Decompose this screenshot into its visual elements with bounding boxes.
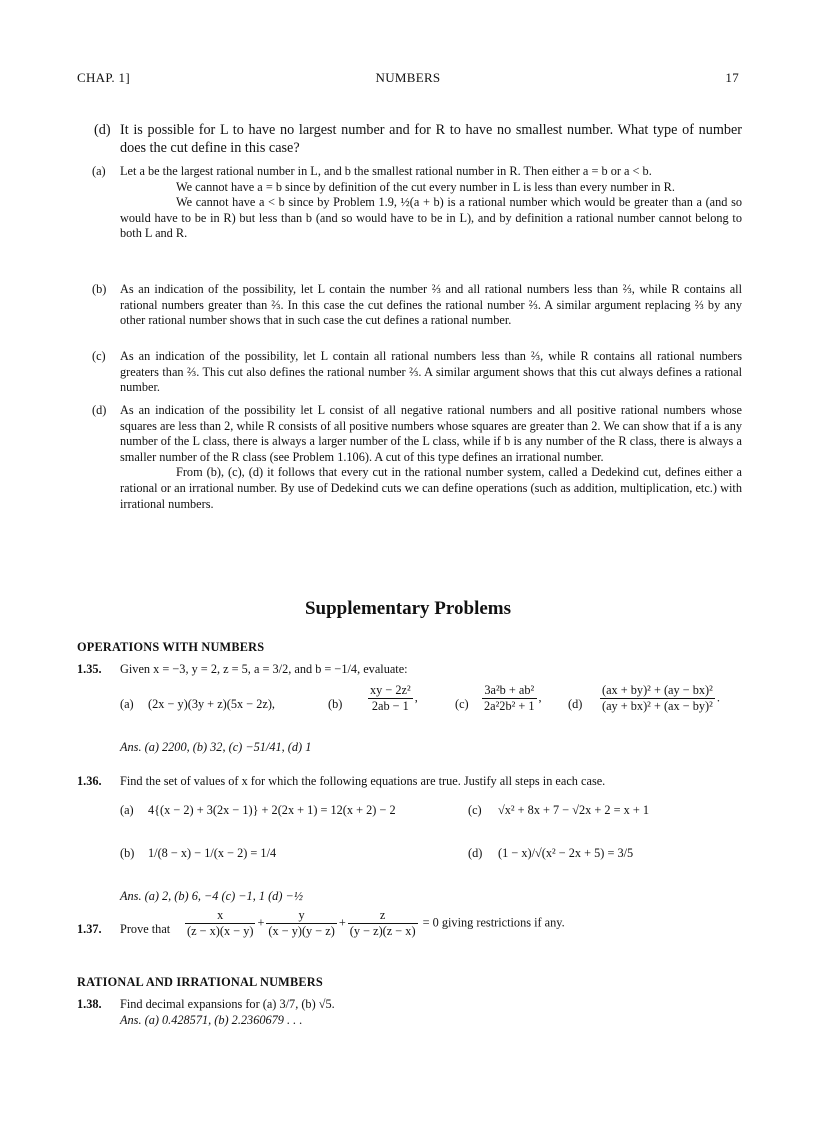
problem-1-36-a-label: (a) [120, 803, 134, 817]
d-numerator: (ax + by)² + (ay − bx)² [602, 683, 713, 697]
problem-1-36-b-expr: 1/(8 − x) − 1/(x − 2) = 1/4 [148, 846, 277, 860]
answer-c-label: (c) [92, 349, 106, 363]
problem-1-37-tail: = 0 giving restrictions if any. [422, 915, 565, 930]
problem-1-38-prompt: Find decimal expansions for (a) 3/7, (b) √5. [120, 997, 335, 1011]
answer-c [92, 349, 742, 396]
problem-1-37-number: 1.37. [77, 922, 102, 936]
term1-numerator: x [185, 908, 255, 924]
problem-1-35-answer: Ans. (a) 2200, (b) 32, (c) −51/41, (d) 1 [120, 740, 312, 754]
problem-1-35-a-label: (a) [120, 697, 134, 711]
question-d-label: (d) [94, 122, 111, 138]
answer-d-p1: As an indication of the possibility let L consist of all negative rational numbers and all positive rational numbers whose squares are less than 2, while R consists of all positive numbers whose squares are greater than 2. We can show that if a is any number of the L class, there is always a larger number of the L class, while if b is any number of the R class, there is always a smaller number of the R class (see Problem 1.106). A cut of this type defines an irrational number. [120, 403, 742, 464]
answer-c-text: As an indication of the possibility, let L contain all rational numbers less than ⅔, while R contains all rational numbers greaters than ⅔. This cut also defines the rational number ⅔. A similar argument shows that this cut always defines a rational number. [120, 349, 742, 395]
problem-1-36-answer: Ans. (a) 2, (b) 6, −4 (c) −1, 1 (d) −½ [120, 889, 304, 903]
running-title: NUMBERS [375, 70, 441, 85]
answer-b-text: As an indication of the possibility, let L contain the number ⅔ and all rational numbers less than ⅔, while R contains all rational numbers greater than ⅔. In this case the cut defines the rational number ⅔. A similar argument replacing ⅔ by any other rational number shows that in such case the cut defines a rational number. [120, 282, 742, 328]
answer-d-label: (d) [92, 403, 107, 417]
answer-a [92, 164, 742, 242]
problem-1-36-a-expr: 4{(x − 2) + 3(2x − 1)} + 2(2x + 1) = 12(x + 2) − 2 [148, 803, 396, 817]
b-denominator: 2ab − 1 [371, 699, 409, 713]
problem-1-38-answer: Ans. (a) 0.428571, (b) 2.2360679 . . . [120, 1013, 303, 1027]
answer-a-p2: We cannot have a = b since by definition of the cut every number in L is less than every number in R. [176, 179, 675, 194]
c-numerator: 3a²b + ab² [482, 683, 537, 699]
problem-1-36-prompt: Find the set of values of x for which the following equations are true. Justify all steps in each case. [120, 774, 606, 788]
answer-d-p2: From (b), (c), (d) it follows that every cut in the rational number system, called a Dedekind cut, defines either a rational or an irrational number. By use of Dedekind cuts we can define operations (such as addition, multiplication, etc.) with irrational numbers. [120, 465, 742, 511]
problem-1-35-c-frac: $\frac{\text{3a²b + ab²}}{\text{2a²2b² + 1}}$ , [484, 683, 542, 713]
term2-denominator: (x − y)(y − z) [268, 924, 335, 938]
question-d-text: It is possible for L to have no largest number and for R to have no smallest number. What type of number does the cut define in this case? [120, 122, 742, 156]
problem-1-35-b-frac: $\frac{\text{xy − 2z²}}{2ab - 1}$ , [370, 683, 418, 713]
section-title: Supplementary Problems [304, 598, 511, 619]
answer-b-label: (b) [92, 282, 107, 296]
problem-1-35-a-expr: (2x − y)(3y + z)(5x − 2z), [148, 697, 275, 711]
section-rational: RATIONAL AND IRRATIONAL NUMBERS [77, 975, 323, 989]
problem-1-36-d-label: (d) [468, 846, 483, 860]
b-numerator: xy − 2z² [370, 683, 411, 697]
problem-1-37-prompt: Prove that [120, 922, 171, 936]
running-header [77, 70, 739, 90]
problem-1-35-d-frac: $\frac{\text{(ax + by)² + (ay − bx)²}}{\text{(ay + bx)² + (ax − by)²}}$ . [602, 683, 720, 713]
term3-numerator: z [348, 908, 418, 924]
problem-1-35-b-label: (b) [328, 697, 343, 711]
problem-1-35-c-label: (c) [455, 697, 469, 711]
problem-1-35-d-label: (d) [568, 697, 583, 711]
answer-b [92, 282, 742, 329]
problem-1-35-number: 1.35. [77, 662, 102, 676]
d-denominator: (ay + bx)² + (ax − by)² [602, 699, 713, 713]
problem-1-36-d-expr: (1 − x)/√(x² − 2x + 5) = 3/5 [498, 846, 634, 860]
answer-a-p3: We cannot have a < b since by Problem 1.9, ½(a + b) is a rational number which would be greater than a (and so would have to be in R) but less than b (and so would have to be in L), and by definition a rational number cannot belong to both L and R. [120, 195, 742, 241]
problem-1-36-b-label: (b) [120, 846, 135, 860]
problem-1-36-c-expr: √x² + 8x + 7 − √2x + 2 = x + 1 [498, 803, 650, 817]
section-operations: OPERATIONS WITH NUMBERS [77, 640, 265, 654]
term3-denominator: (y − z)(z − x) [349, 924, 416, 938]
problem-1-36-number: 1.36. [77, 774, 102, 788]
answer-a-label: (a) [92, 164, 106, 178]
page-number: 17 [725, 70, 739, 85]
answer-d [92, 403, 742, 512]
term1-denominator: (z − x)(x − y) [187, 924, 254, 938]
problem-1-38-number: 1.38. [77, 997, 102, 1011]
chapter-label: CHAP. 1] [77, 70, 130, 85]
question-d [94, 121, 742, 157]
problem-1-37-expression: $\frac{x}{(z - x)(x - y)}$ + $\frac{y}{(x - y)(y - z)}$ + $\frac{z}{(y - z)(z - x)}$ = 0 giving restrictions if any. [187, 908, 565, 938]
c-denominator: 2a²2b² + 1 [484, 699, 535, 713]
term2-numerator: y [266, 908, 336, 924]
answer-a-p1: Let a be the largest rational number in L, and b the smallest rational number in R. Then either a = b or a < b. [120, 164, 652, 178]
problem-1-36-c-label: (c) [468, 803, 482, 817]
problem-1-35-prompt: Given x = −3, y = 2, z = 5, a = 3/2, and b = −1/4, evaluate: [120, 662, 408, 676]
